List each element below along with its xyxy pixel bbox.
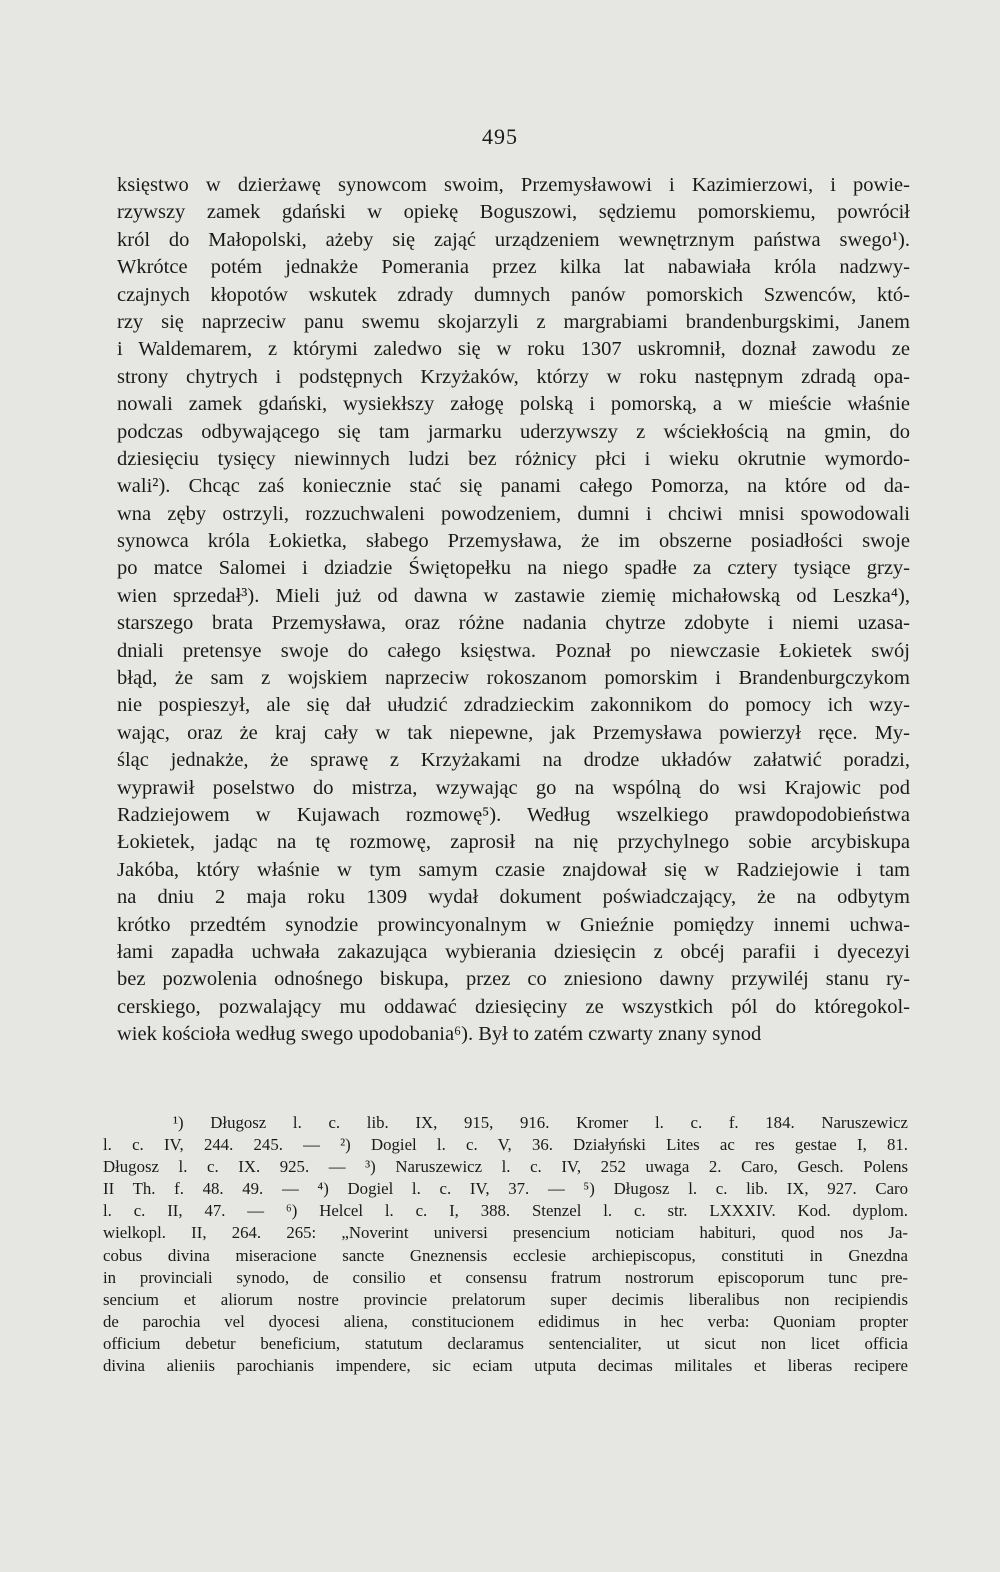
footnote-line: wielkopl. II, 264. 265: „Noverint universi presencium noticiam habituri, quod nos Ja-	[103, 1223, 908, 1243]
text-line: dniali pretensye swoje do całego księstwa. Poznał po niewczasie Łokietek swój	[117, 639, 910, 662]
text-line: rzywszy zamek gdański w opiekę Boguszowi, sędziemu pomorskiemu, powrócił	[117, 201, 910, 224]
text-line: śląc jednakże, że sprawę z Krzyżakami na drodze układów załatwić poradzi,	[117, 749, 910, 772]
text-line: rzy się naprzeciw panu swemu skojarzyli z margrabiami brandenburgskimi, Janem	[117, 310, 910, 333]
text-line: cerskiego, pozwalający mu oddawać dziesięciny ze wszystkich pól do któregokol-	[117, 995, 910, 1018]
text-line: Radziejowem w Kujawach rozmowę⁵). Według wszelkiego prawdopodobieństwa	[117, 803, 910, 826]
text-line: wna zęby ostrzyli, rozzuchwaleni powodzeniem, dumni i chciwi mnisi spowodowali	[117, 502, 910, 525]
footnote-line: in provinciali synodo, de consilio et consensu fratrum nostrorum episcoporum tunc pre-	[103, 1267, 908, 1287]
text-line: Wkrótce potém jednakże Pomerania przez kilka lat nabawiała króla nadzwy-	[117, 256, 910, 279]
text-line: król do Małopolski, ażeby się zająć urządzeniem wewnętrznym państwa swego¹).	[117, 228, 910, 251]
page-number: 495	[482, 124, 518, 149]
footnote-line: ¹) Długosz l. c. lib. IX, 915, 916. Kromer l. c. f. 184. Naruszewicz	[173, 1113, 908, 1132]
text-line: wien sprzedał³). Mieli już od dawna w zastawie ziemię michałowską od Leszka⁴),	[117, 584, 910, 607]
text-line: po matce Salomei i dziadzie Świętopełku na niego spadłe za cztery tysiące grzy-	[117, 557, 910, 580]
footnote-line: cobus divina miseracione sancte Gneznensis ecclesie archiepiscopus, constituti in Gnezdna	[103, 1245, 908, 1265]
text-line: starszego brata Przemysława, oraz różne nadania chytrze zdobyte i niemi uzasa-	[117, 612, 910, 635]
text-line: na dniu 2 maja roku 1309 wydał dokument poświadczający, że na odbytym	[117, 886, 910, 909]
footnote-line: officium debetur beneficium, statutum declaramus sentencialiter, ut sicut non licet officia	[103, 1333, 908, 1353]
footnote-line: de parochia vel dyocesi aliena, constitucionem edidimus in hec verba: Quoniam propter	[103, 1311, 908, 1331]
text-line: podczas odbywającego się tam jarmarku uderzywszy z wściekłością na gmin, do	[117, 420, 910, 443]
text-line: nie pospieszył, ale się dał ułudzić zdradzieckim zakonnikom do pomocy ich wzy-	[117, 694, 910, 717]
main-text	[117, 172, 910, 1049]
footnote-line: l. c. IV, 244. 245. — ²) Dogiel l. c. V, 36. Działyński Lites ac res gestae I, 81.	[103, 1135, 908, 1155]
footnote-line: divina alieniis parochianis impendere, sic eciam utputa decimas militales et liberas recipere	[103, 1356, 908, 1376]
text-line: wali²). Chcąc zaś koniecznie stać się panami całego Pomorza, na które od da-	[117, 475, 910, 498]
text-line: księstwo w dzierżawę synowcom swoim, Przemysławowi i Kazimierzowi, i powie-	[117, 174, 910, 196]
text-line: bez pozwolenia odnośnego biskupa, przez co zniesiono dawny przywiléj stanu ry-	[117, 968, 910, 991]
footnote-line: sencium et aliorum nostre provincie prelatorum super decimis liberalibus non recipiendis	[103, 1289, 908, 1309]
footnote-line: Długosz l. c. IX. 925. — ³) Naruszewicz l. c. IV, 252 uwaga 2. Caro, Gesch. Polens	[103, 1157, 908, 1177]
text-line: czajnych kłopotów wskutek zdrady dumnych panów pomorskich Szwenców, któ-	[117, 283, 910, 306]
text-line: Łokietek, jadąc na tę rozmowę, zaprosił na nię przychylnego sobie arcybiskupa	[117, 831, 910, 854]
text-line: Jakóba, który właśnie w tym samym czasie znajdował się w Radziejowie i tam	[117, 858, 910, 881]
footnote-line: l. c. II, 47. — ⁶) Helcel l. c. I, 388. Stenzel l. c. str. LXXXIV. Kod. dyplom.	[103, 1201, 908, 1221]
footnote-line: II Th. f. 48. 49. — ⁴) Dogiel l. c. IV, 37. — ⁵) Długosz l. c. lib. IX, 927. Caro	[103, 1179, 908, 1199]
text-line: nowali zamek gdański, wysiekłszy załogę polską i pomorską, a w mieście właśnie	[117, 393, 910, 416]
text-line: wiek kościoła według swego upodobania⁶). Był to zatém czwarty znany synod	[117, 1023, 762, 1046]
text-line: błąd, że sam z wojskiem naprzeciw rokoszanom pomorskim i Brandenburgczykom	[117, 667, 910, 690]
text-line: synowca króla Łokietka, słabego Przemysława, że im obszerne posiadłości swoje	[117, 530, 910, 553]
text-line: łami zapadła uchwała zakazująca wybierania dziesięcin z obcéj parafii i dyecezyi	[117, 940, 910, 963]
text-line: strony chytrych i podstępnych Krzyżaków, którzy w roku następnym zdradą opa-	[117, 365, 910, 388]
text-line: i Waldemarem, z którymi zaledwo się w roku 1307 uskromnił, doznał zawodu ze	[117, 338, 910, 361]
text-line: wając, oraz że kraj cały w tak niepewne, jak Przemysława powierzył ręce. My-	[117, 721, 910, 744]
text-line: dziesięciu tysięcy niewinnych ludzi bez różnicy płci i wieku okrutnie wymordo-	[117, 447, 910, 470]
text-line: krótko przedtém synodzie prowincyonalnym w Gnieźnie pomiędzy innemi uchwa-	[117, 913, 910, 936]
footnotes	[103, 1112, 908, 1377]
text-line: wyprawił poselstwo do mistrza, wzywając go na wspólną do wsi Krajowic pod	[117, 776, 910, 799]
